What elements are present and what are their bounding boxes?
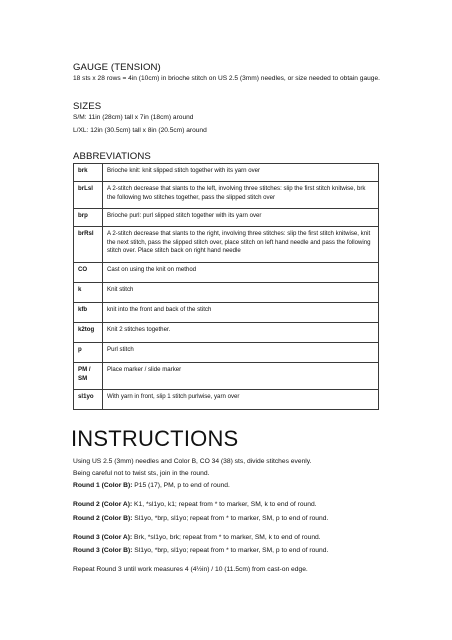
abbr-description: A 2-stitch decrease that slants to the left, involving three stitches: slip the first stitch knitwise, brk the following two stitches together, pass the slipped stitch over bbox=[103, 182, 379, 209]
table-row bbox=[74, 227, 379, 263]
round-1-color-b bbox=[73, 481, 230, 490]
abbreviations-heading: ABBREVIATIONS bbox=[73, 151, 151, 162]
abbr-term: k bbox=[74, 283, 103, 303]
table-row bbox=[74, 363, 379, 390]
table-row bbox=[74, 390, 379, 410]
round-label: Round 2 (Color B): bbox=[73, 515, 133, 522]
abbr-description: Brioche purl: purl slipped stitch together with its yarn over bbox=[103, 209, 379, 227]
round-2-color-a bbox=[73, 500, 317, 509]
size-large-xlarge: L/XL: 12in (30.5cm) tall x 8in (20.5cm) around bbox=[73, 127, 207, 134]
instructions-intro-1: Using US 2.5 (3mm) needles and Color B, CO 34 (38) sts, divide stitches evenly. bbox=[73, 458, 312, 465]
repeat-instruction: Repeat Round 3 until work measures 4 (4½in) / 10 (11.5cm) from cast-on edge. bbox=[73, 566, 308, 573]
table-row bbox=[74, 283, 379, 303]
round-label: Round 3 (Color B): bbox=[73, 547, 133, 554]
table-row bbox=[74, 303, 379, 323]
round-label: Round 1 (Color B): bbox=[73, 482, 133, 489]
abbr-term: brp bbox=[74, 209, 103, 227]
abbr-description: A 2-stitch decrease that slants to the right, involving three stitches: slip the first stitch knitwise, knit the next stitch, pass the slipped stitch over, place stitch on left hand needle and pass the following stitch over. Place stitch back on right hand needle bbox=[103, 227, 379, 263]
abbr-description: Brioche knit: knit slipped stitch together with its yarn over bbox=[103, 164, 379, 182]
round-text: K1, *sl1yo, k1; repeat from * to marker, SM, k to end of round. bbox=[132, 501, 317, 508]
table-row bbox=[74, 164, 379, 182]
table-row bbox=[74, 263, 379, 283]
size-small-medium: S/M: 11in (28cm) tall x 7in (18cm) around bbox=[73, 114, 194, 121]
gauge-heading: GAUGE (TENSION) bbox=[73, 62, 161, 73]
abbr-term: p bbox=[74, 343, 103, 363]
sizes-heading: SIZES bbox=[73, 101, 102, 112]
round-3-color-b bbox=[73, 546, 328, 555]
abbr-term: sl1yo bbox=[74, 390, 103, 410]
abbr-description: knit into the front and back of the stitch bbox=[103, 303, 379, 323]
round-label: Round 3 (Color A): bbox=[73, 534, 133, 541]
abbr-description: Place marker / slide marker bbox=[103, 363, 379, 390]
abbr-term: brRsl bbox=[74, 227, 103, 263]
abbr-description: Knit 2 stitches together. bbox=[103, 323, 379, 343]
table-row bbox=[74, 182, 379, 209]
abbr-term: CO bbox=[74, 263, 103, 283]
round-3-color-a bbox=[73, 533, 321, 542]
abbreviations-table bbox=[73, 163, 379, 410]
abbr-description: Knit stitch bbox=[103, 283, 379, 303]
table-row bbox=[74, 209, 379, 227]
abbr-description: Cast on using the knit on method bbox=[103, 263, 379, 283]
instructions-heading: INSTRUCTIONS bbox=[71, 426, 239, 451]
round-text: Sl1yo, *brp, sl1yo; repeat from * to marker, SM, p to end of round. bbox=[132, 515, 329, 522]
abbr-term: brLsl bbox=[74, 182, 103, 209]
abbr-term: kfb bbox=[74, 303, 103, 323]
abbr-term: k2tog bbox=[74, 323, 103, 343]
round-text: Brk, *sl1yo, brk; repeat from * to marker, SM, k to end of round. bbox=[132, 534, 321, 541]
abbr-description: Purl stitch bbox=[103, 343, 379, 363]
round-text: Sl1yo, *brp, sl1yo; repeat from * to marker, SM, p to end of round. bbox=[132, 547, 329, 554]
round-2-color-b bbox=[73, 514, 328, 523]
table-row bbox=[74, 323, 379, 343]
abbr-term: PM / SM bbox=[74, 363, 103, 390]
round-label: Round 2 (Color A): bbox=[73, 501, 133, 508]
abbr-term: brk bbox=[74, 164, 103, 182]
abbr-description: With yarn in front, slip 1 stitch purlwise, yarn over bbox=[103, 390, 379, 410]
instructions-intro-2: Being careful not to twist sts, join in the round. bbox=[73, 470, 210, 477]
gauge-text: 18 sts x 28 rows = 4in (10cm) in brioche stitch on US 2.5 (3mm) needles, or size needed to obtain gauge. bbox=[73, 75, 380, 82]
table-row bbox=[74, 343, 379, 363]
round-text: P15 (17), PM, p to end of round. bbox=[132, 482, 230, 489]
